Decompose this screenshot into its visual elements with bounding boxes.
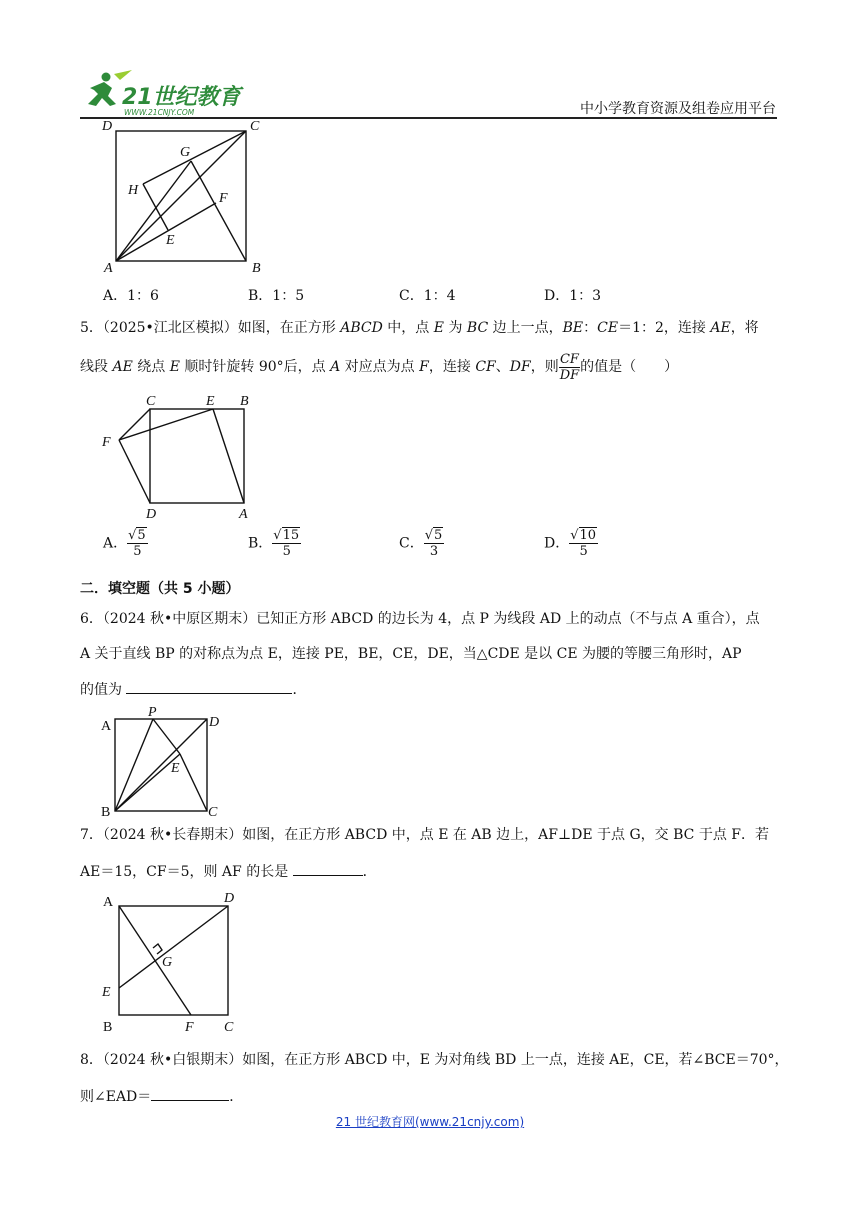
q5-fraction: $\frac{CF}{DF}$ bbox=[559, 351, 580, 383]
label-E: E bbox=[206, 394, 215, 409]
q5-option-a[interactable]: A． $\frac{√5}{5}$ bbox=[103, 528, 146, 559]
label-F: F bbox=[102, 435, 111, 450]
q5-line1: 5．（2025•江北区模拟）如图，在正方形 ABCD 中，点 E 为 BC 边上一点，BE：CE＝1：2，连接 AE，将 bbox=[80, 320, 759, 336]
q6-line1: 6．（2024 秋•中原区期末）已知正方形 ABCD 的边长为 4，点 P 为线段 AD 上的动点（不与点 A 重合），点 bbox=[80, 611, 760, 627]
label-F: F bbox=[219, 191, 228, 206]
label-B: B bbox=[101, 805, 111, 820]
label-E: E bbox=[166, 233, 175, 248]
label-C: C bbox=[208, 805, 218, 820]
label-C: C bbox=[250, 119, 260, 134]
label-G: G bbox=[162, 955, 173, 970]
label-E: E bbox=[102, 985, 111, 1000]
label-A: A bbox=[239, 507, 248, 522]
q5-line2: 线段 AE 绕点 E 顺时针旋转 90°后，点 A 对应点为点 F，连接 CF、DF，则 $\frac{CF}{DF}$ 的值是（ ） bbox=[80, 351, 679, 383]
q8-answer-blank[interactable] bbox=[151, 1088, 229, 1101]
figure-q7 bbox=[98, 888, 244, 1036]
site-logo[interactable] bbox=[80, 66, 250, 118]
label-D: D bbox=[146, 507, 157, 522]
q7-line1: 7．（2024 秋•长春期末）如图，在正方形 ABCD 中，点 E 在 AB 边上，AF⊥DE 于点 G，交 BC 于点 F．若 bbox=[80, 827, 769, 843]
q5-option-c[interactable]: C． $\frac{√5}{3}$ bbox=[399, 528, 443, 559]
figure-q6 bbox=[98, 702, 228, 820]
q7-line2: AE＝15，CF＝5，则 AF 的长是 ． bbox=[80, 864, 377, 880]
q6-answer-blank[interactable] bbox=[126, 681, 292, 694]
label-G: G bbox=[180, 145, 191, 160]
label-B: B bbox=[252, 261, 261, 276]
q6-line2: A 关于直线 BP 的对称点为点 E，连接 PE，BE，CE，DE，当△CDE 是以 CE 为腰的等腰三角形时，AP bbox=[80, 646, 742, 662]
section-heading: 二．填空题（共 5 小题） bbox=[80, 581, 240, 597]
figure-q4 bbox=[98, 116, 261, 280]
q5-option-d[interactable]: D． $\frac{√10}{5}$ bbox=[544, 528, 597, 559]
label-A: A bbox=[103, 895, 114, 910]
label-A: A bbox=[101, 719, 112, 734]
q6-line3: 的值为 ． bbox=[80, 682, 307, 698]
q5-option-b[interactable]: B． $\frac{√15}{5}$ bbox=[248, 528, 300, 559]
q4-option-d[interactable]: D．1：3 bbox=[544, 288, 602, 304]
q8-line2: 则∠EAD＝ ． bbox=[80, 1089, 244, 1105]
q4-option-a[interactable]: A．1：6 bbox=[103, 288, 159, 304]
label-B: B bbox=[103, 1020, 113, 1035]
label-C: C bbox=[224, 1020, 234, 1035]
logo-text: 21世纪教育 bbox=[122, 85, 241, 110]
label-A: A bbox=[104, 261, 113, 276]
platform-name: 中小学教育资源及组卷应用平台 bbox=[580, 101, 776, 117]
label-D: D bbox=[224, 891, 235, 906]
footer-link[interactable]: 21 世纪教育网(www.21cnjy.com) bbox=[335, 1115, 525, 1129]
label-D: D bbox=[209, 715, 220, 730]
logo-url: WWW.21CNJY.COM bbox=[124, 108, 195, 117]
label-H: H bbox=[128, 183, 139, 198]
q4-option-c[interactable]: C．1：4 bbox=[399, 288, 456, 304]
q4-option-b[interactable]: B．1：5 bbox=[248, 288, 305, 304]
label-F: F bbox=[185, 1020, 194, 1035]
label-P: P bbox=[148, 705, 157, 720]
figure-q5 bbox=[98, 390, 262, 524]
q8-line1: 8．（2024 秋•白银期末）如图，在正方形 ABCD 中，E 为对角线 BD 上一点，连接 AE，CE，若∠BCE＝70°， bbox=[80, 1052, 789, 1068]
label-D: D bbox=[102, 119, 113, 134]
label-E: E bbox=[171, 761, 180, 776]
q7-answer-blank[interactable] bbox=[293, 863, 363, 876]
label-C: C bbox=[146, 394, 156, 409]
label-B: B bbox=[240, 394, 249, 409]
